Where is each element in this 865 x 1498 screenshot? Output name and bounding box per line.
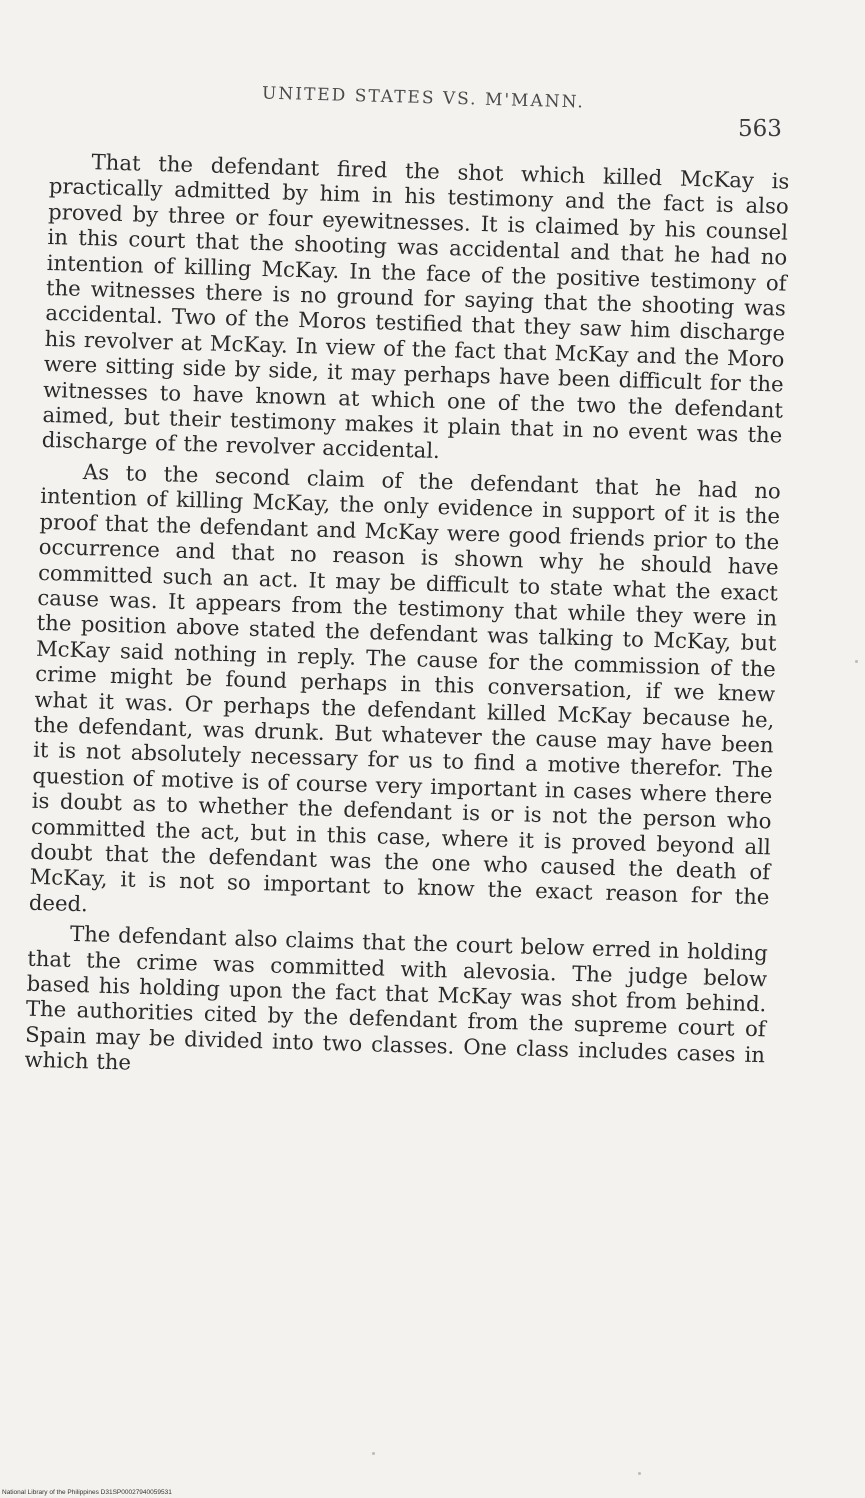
scan-speck bbox=[638, 1472, 641, 1475]
scan-speck bbox=[372, 1452, 375, 1455]
running-head-title: UNITED STATES VS. M'MANN. bbox=[261, 83, 586, 113]
scan-speck bbox=[855, 660, 858, 663]
body-text bbox=[24, 148, 790, 1093]
paragraph-3: The defendant also claims that the court below erred in holding that the crime was committed with alevosia. The judge below based his holding upon the fact that McKay was shot from behind. The authorities cited by the defendant from the supreme court of Spain may be divided into two classes. One class includes cases in which the bbox=[24, 921, 769, 1075]
paragraph-1: That the defendant fired the shot which killed McKay is practically admitted by him in his testimony and the fact is also proved by three or four eyewitnesses. It is claimed by his counsel in this court that the shooting was accidental and that he had no intention of killing McKay. In the face of the positive testimony of the witnesses there is no ground for saying that the shooting was accidental. Two of the Moros testified that they saw him discharge his revolver at McKay. In view of the fact that McKay and the Moro were sitting side by side, it may perhaps have been difficult for the witnesses to have known at which one of the two the defendant aimed, but their testimony makes it plain that in no event was the discharge of the revolver accidental. bbox=[41, 149, 790, 464]
paragraph-2: As to the second claim of the defendant that he had no intention of killing McKay, the only evidence in support of it is the proof that the defendant and McKay were good friends prior to the occurrence and that no reason is shown why he should have committed such an act. It may be difficult to state what the exact cause was. It appears from the testimony that while they were in the position above stated the defendant was talking to McKay, but McKay said nothing in reply. The cause for the commission of the crime might be found perhaps in this conversation, if we knew what it was. Or perhaps the defendant killed McKay because he, the defendant, was drunk. But whatever the cause may have been it is not absolutely necessary for us to find a motive therefor. The question of motive is of course very important in cases where there is doubt as to whether the defendant is or is not the person who committed the act, but in this case, where it is proved beyond all doubt that the defendant was the one who caused the death of McKay, it is not so important to know the exact reason for the deed. bbox=[28, 458, 782, 917]
scan-attribution-footer: National Library of the Philippines D31SP00027940059531 bbox=[2, 1489, 172, 1496]
page-number: 563 bbox=[738, 116, 782, 142]
